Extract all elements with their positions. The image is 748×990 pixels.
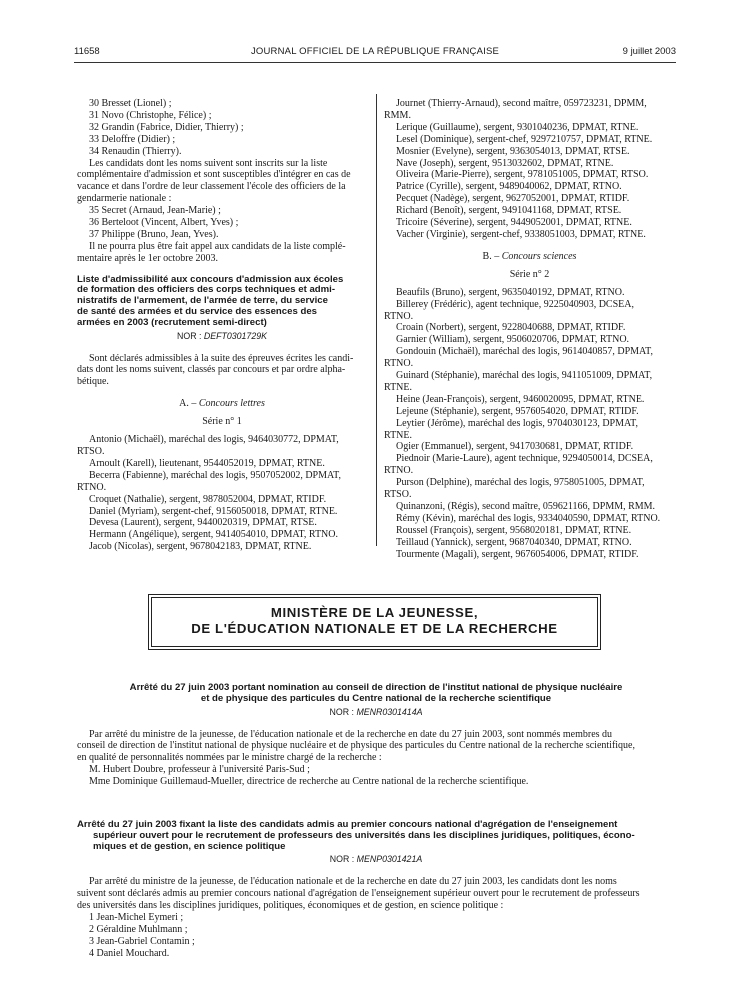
nor-code: MENP0301421A xyxy=(356,854,423,865)
paragraph-line: Sont déclarés admissibles à la suite des épreuves écrites les candi- xyxy=(89,352,354,364)
nor-prefix: NOR : xyxy=(329,854,355,865)
candidate-entry: Lerique (Guillaume), sergent, 9301040236, DPMAT, RTNE. xyxy=(396,121,639,133)
candidate-entry-cont: RTSO. xyxy=(77,446,105,458)
candidate-entry: Journet (Thierry-Arnaud), second maître, 059723231, DPMM, xyxy=(396,98,647,109)
serie-heading: Série n° 1 xyxy=(202,416,242,428)
arrete-title xyxy=(77,275,367,329)
candidate-entry: Nave (Joseph), sergent, 9513032602, DPMAT, RTNE. xyxy=(396,157,614,169)
candidate-entry: Devesa (Laurent), sergent, 9440020319, DPMAT, RTSE. xyxy=(89,517,317,529)
header-rule xyxy=(74,62,676,63)
admitted-entry: 2 Géraldine Muhlmann ; xyxy=(89,923,188,935)
paragraph-line: des universités dans les disciplines juridiques, politiques, économiques et de gestion, en science politique : xyxy=(77,900,504,912)
page-number: 11658 xyxy=(74,46,100,57)
nor-reference xyxy=(77,707,675,719)
candidate-entry: Tricoire (Séverine), sergent, 9449052001, DPMAT, RTNE. xyxy=(396,217,632,229)
candidate-entry: Hermann (Angélique), sergent, 9414054010, DPMAT, RTNO. xyxy=(89,529,338,541)
member-entry: Mme Dominique Guillemaud-Mueller, directrice de recherche au Centre national de la recherche scientifique. xyxy=(89,776,529,788)
candidate-entry: Croain (Norbert), sergent, 9228040688, DPMAT, RTIDF. xyxy=(396,322,626,334)
column-separator xyxy=(376,94,377,546)
list-item: 35 Secret (Arnaud, Jean-Marie) ; xyxy=(89,205,221,217)
paragraph-line: complémentaire d'admission et sont susceptibles d'intégrer en cas de xyxy=(77,169,351,181)
list-item: 36 Berteloot (Vincent, Albert, Yves) ; xyxy=(89,217,239,229)
list-item: 31 Novo (Christophe, Félice) ; xyxy=(89,109,212,121)
paragraph-line: mentaire après le 1er octobre 2003. xyxy=(77,252,219,264)
paragraph-line: gendarmerie nationale : xyxy=(77,193,172,205)
candidate-entry: Becerra (Fabienne), maréchal des logis, 9507052002, DPMAT, xyxy=(89,469,341,481)
arrete-nomination-section xyxy=(77,683,675,788)
list-item: 30 Bresset (Lionel) ; xyxy=(89,98,172,109)
candidate-entry: Oliveira (Marie-Pierre), sergent, 9781051005, DPMAT, RTSO. xyxy=(396,169,649,181)
section-name: Concours sciences xyxy=(501,250,577,262)
candidate-entry-cont: RTNO. xyxy=(384,465,414,477)
list-item: 32 Grandin (Fabrice, Didier, Thierry) ; xyxy=(89,121,244,133)
candidate-entry-cont: RTNE. xyxy=(384,381,413,393)
candidate-entry: Vacher (Virginie), sergent-chef, 9338051003, DPMAT, RTNE. xyxy=(396,228,646,240)
nor-prefix: NOR : xyxy=(329,706,354,717)
issue-date: 9 juillet 2003 xyxy=(622,46,676,57)
paragraph-line: Par arrêté du ministre de la jeunesse, de l'éducation nationale et de la recherche en date du 27 juin 2003, les candidats dont les noms xyxy=(89,876,617,888)
candidate-entry: Daniel (Myriam), sergent-chef, 9156050018, DPMAT, RTNE. xyxy=(89,505,338,517)
candidate-entry-cont: RTNO. xyxy=(384,358,414,370)
candidate-entry: Croquet (Nathalie), sergent, 9878052004, DPMAT, RTIDF. xyxy=(89,493,327,505)
candidate-entry: Quinanzoni, (Régis), second maître, 059621166, DPMM, RMM. xyxy=(396,501,656,512)
member-entry: M. Hubert Doubre, professeur à l'université Paris-Sud ; xyxy=(89,764,310,776)
title-line: Liste d'admissibilité aux concours d'admission aux écoles xyxy=(77,274,344,285)
candidate-entry: Jacob (Nicolas), sergent, 9678042183, DPMAT, RTNE. xyxy=(89,541,312,553)
paragraph-line: Il ne pourra plus être fait appel aux candidats de la liste complé- xyxy=(89,240,346,252)
candidate-entry: Piednoir (Marie-Laure), agent technique, 9294050014, DCSEA, xyxy=(396,453,653,465)
candidate-entry-cont: RTNO. xyxy=(384,310,414,322)
list-item: 33 Deloffre (Didier) ; xyxy=(89,133,176,145)
candidate-entry: Tourmente (Magali), sergent, 9676054006, DPMAT, RTIDF. xyxy=(396,548,639,560)
arrete-title xyxy=(77,683,675,705)
paragraph-line: suivent sont déclarés admis au premier concours national d'agrégation de l'enseignement supérieur ouvert pour le recrutement de professeurs xyxy=(77,888,640,900)
candidate-entry: Richard (Benoît), sergent, 9491041168, DPMAT, RTSE. xyxy=(396,205,622,217)
paragraph-line: dats dont les noms suivent, classés par concours et par ordre alpha- xyxy=(77,364,346,376)
complementary-list-paragraph xyxy=(77,158,367,206)
section-prefix: A. – xyxy=(179,398,197,410)
section-name: Concours lettres xyxy=(198,398,265,410)
candidate-entry: Ogier (Emmanuel), sergent, 9417030681, DPMAT, RTIDF. xyxy=(396,441,634,453)
candidate-entry: Arnoult (Karell), lieutenant, 9544052019, DPMAT, RTNE. xyxy=(89,457,325,469)
title-line: de formation des officiers des corps techniques et admi- xyxy=(77,285,336,296)
candidate-list xyxy=(384,287,675,561)
nor-reference xyxy=(77,854,675,866)
serie-heading: Série n° 2 xyxy=(509,268,550,280)
candidate-entry: Patrice (Cyrille), sergent, 9489040062, DPMAT, RTNO. xyxy=(396,181,622,193)
closing-paragraph xyxy=(77,241,367,265)
candidate-entry: Heine (Jean-François), sergent, 9460020095, DPMAT, RTNE. xyxy=(396,393,645,405)
title-line: armées en 2003 (recrutement semi-direct) xyxy=(77,317,267,328)
candidate-entry: Purson (Delphine), maréchal des logis, 9758051005, DPMAT, xyxy=(396,477,645,489)
section-heading xyxy=(384,251,675,263)
candidate-entry: Roussel (François), sergent, 9568020181, DPMAT, RTNE. xyxy=(396,524,632,536)
admissibles-paragraph xyxy=(77,353,367,389)
candidate-list xyxy=(77,434,367,553)
title-line: supérieur ouvert pour le recrutement de professeurs des universités dans les disciplines juridiques, politiques, écono- xyxy=(93,830,635,841)
title-line: Arrêté du 27 juin 2003 fixant la liste des candidats admis au premier concours national d'agrégation de l'enseignement xyxy=(77,820,618,830)
paragraph-line: vacance et dans l'ordre de leur classement l'école des officiers de la xyxy=(77,181,346,193)
candidate-entry-cont: RTNO. xyxy=(77,481,107,493)
candidate-entry: Rémy (Kévin), maréchal des logis, 9334040590, DPMAT, RTNO. xyxy=(396,512,661,524)
candidate-entry: Lesel (Dominique), sergent-chef, 9297210757, DPMAT, RTNE. xyxy=(396,133,653,145)
candidate-entry: Lejeune (Stéphanie), sergent, 9576054020, DPMAT, RTIDF. xyxy=(396,405,639,417)
title-line: miques et de gestion, en science politique xyxy=(93,841,286,852)
paragraph-line: Par arrêté du ministre de la jeunesse, de l'éducation nationale et de la recherche en date du 27 juin 2003, sont nommés membres du xyxy=(89,728,613,740)
candidate-entry: Billerey (Frédéric), agent technique, 9225040903, DCSEA, xyxy=(396,298,634,310)
candidate-entry: Guinard (Stéphanie), maréchal des logis, 9411051009, DPMAT, xyxy=(396,370,653,382)
section-heading xyxy=(77,398,367,410)
list-item: 34 Renaudin (Thierry). xyxy=(89,145,182,157)
candidate-list xyxy=(384,98,675,241)
candidate-entry: Pecquet (Nadège), sergent, 9627052001, DPMAT, RTIDF. xyxy=(396,193,630,205)
paragraph-line: conseil de direction de l'institut national de physique nucléaire et de physique des particules du Centre national de la recherche scientifique, xyxy=(77,740,635,752)
journal-title: JOURNAL OFFICIEL DE LA RÉPUBLIQUE FRANÇAISE xyxy=(250,46,500,57)
candidate-entry: Gondouin (Michaël), maréchal des logis, 9614040857, DPMAT, xyxy=(396,346,653,358)
nor-code: DEFT0301729K xyxy=(203,330,267,341)
title-line: et de physique des particules du Centre national de la recherche scientifique xyxy=(200,693,552,704)
ministry-heading-box xyxy=(151,597,598,647)
ministry-title-line: MINISTÈRE DE LA JEUNESSE, xyxy=(270,605,479,620)
right-column xyxy=(384,98,675,561)
arrete-title xyxy=(77,820,675,852)
nor-reference xyxy=(77,331,367,343)
candidate-entry: Leytier (Jérôme), maréchal des logis, 9704030123, DPMAT, xyxy=(396,417,638,429)
title-line: Arrêté du 27 juin 2003 portant nomination au conseil de direction de l'institut national de physique nucléaire xyxy=(129,683,623,693)
candidate-entry-cont: RTNE. xyxy=(384,429,413,441)
paragraph-line: bétique. xyxy=(77,376,109,388)
admitted-entry: 1 Jean-Michel Eymeri ; xyxy=(89,912,184,924)
candidate-entry: Beaufils (Bruno), sergent, 9635040192, DPMAT, RTNO. xyxy=(396,286,625,298)
running-header xyxy=(74,46,676,60)
candidate-entry-cont: RTSO. xyxy=(384,489,412,501)
paragraph-line: en qualité de personnalités nommées par le ministre chargé de la recherche : xyxy=(77,752,382,764)
list-item: 37 Philippe (Bruno, Jean, Yves). xyxy=(89,228,219,240)
left-column xyxy=(77,98,367,553)
section-prefix: B. – xyxy=(482,250,500,262)
admitted-entry: 4 Daniel Mouchard. xyxy=(89,947,170,959)
nor-prefix: NOR : xyxy=(177,330,202,341)
candidate-entry: Garnier (William), sergent, 9506020706, DPMAT, RTNO. xyxy=(396,334,630,346)
arrete-agregation-section xyxy=(77,820,675,960)
candidate-entry: Mosnier (Evelyne), sergent, 9363054013, DPMAT, RTSE. xyxy=(396,145,630,157)
title-line: de santé des armées et du service des essences des xyxy=(77,307,317,318)
paragraph-line: Les candidats dont les noms suivent sont inscrits sur la liste xyxy=(89,157,328,169)
ministry-title-line: DE L'ÉDUCATION NATIONALE ET DE LA RECHERCHE xyxy=(191,621,558,636)
candidate-entry: Teillaud (Yannick), sergent, 9687040340, DPMAT, RTNO. xyxy=(396,536,632,548)
nor-code: MENR0301414A xyxy=(356,706,423,717)
title-line: nistratifs de l'armement, de l'armée de terre, du service xyxy=(77,296,328,307)
candidate-entry: Antonio (Michaël), maréchal des logis, 9464030772, DPMAT, xyxy=(89,434,339,446)
candidate-entry-cont: RMM. xyxy=(384,109,411,121)
admitted-entry: 3 Jean-Gabriel Contamin ; xyxy=(89,935,195,947)
